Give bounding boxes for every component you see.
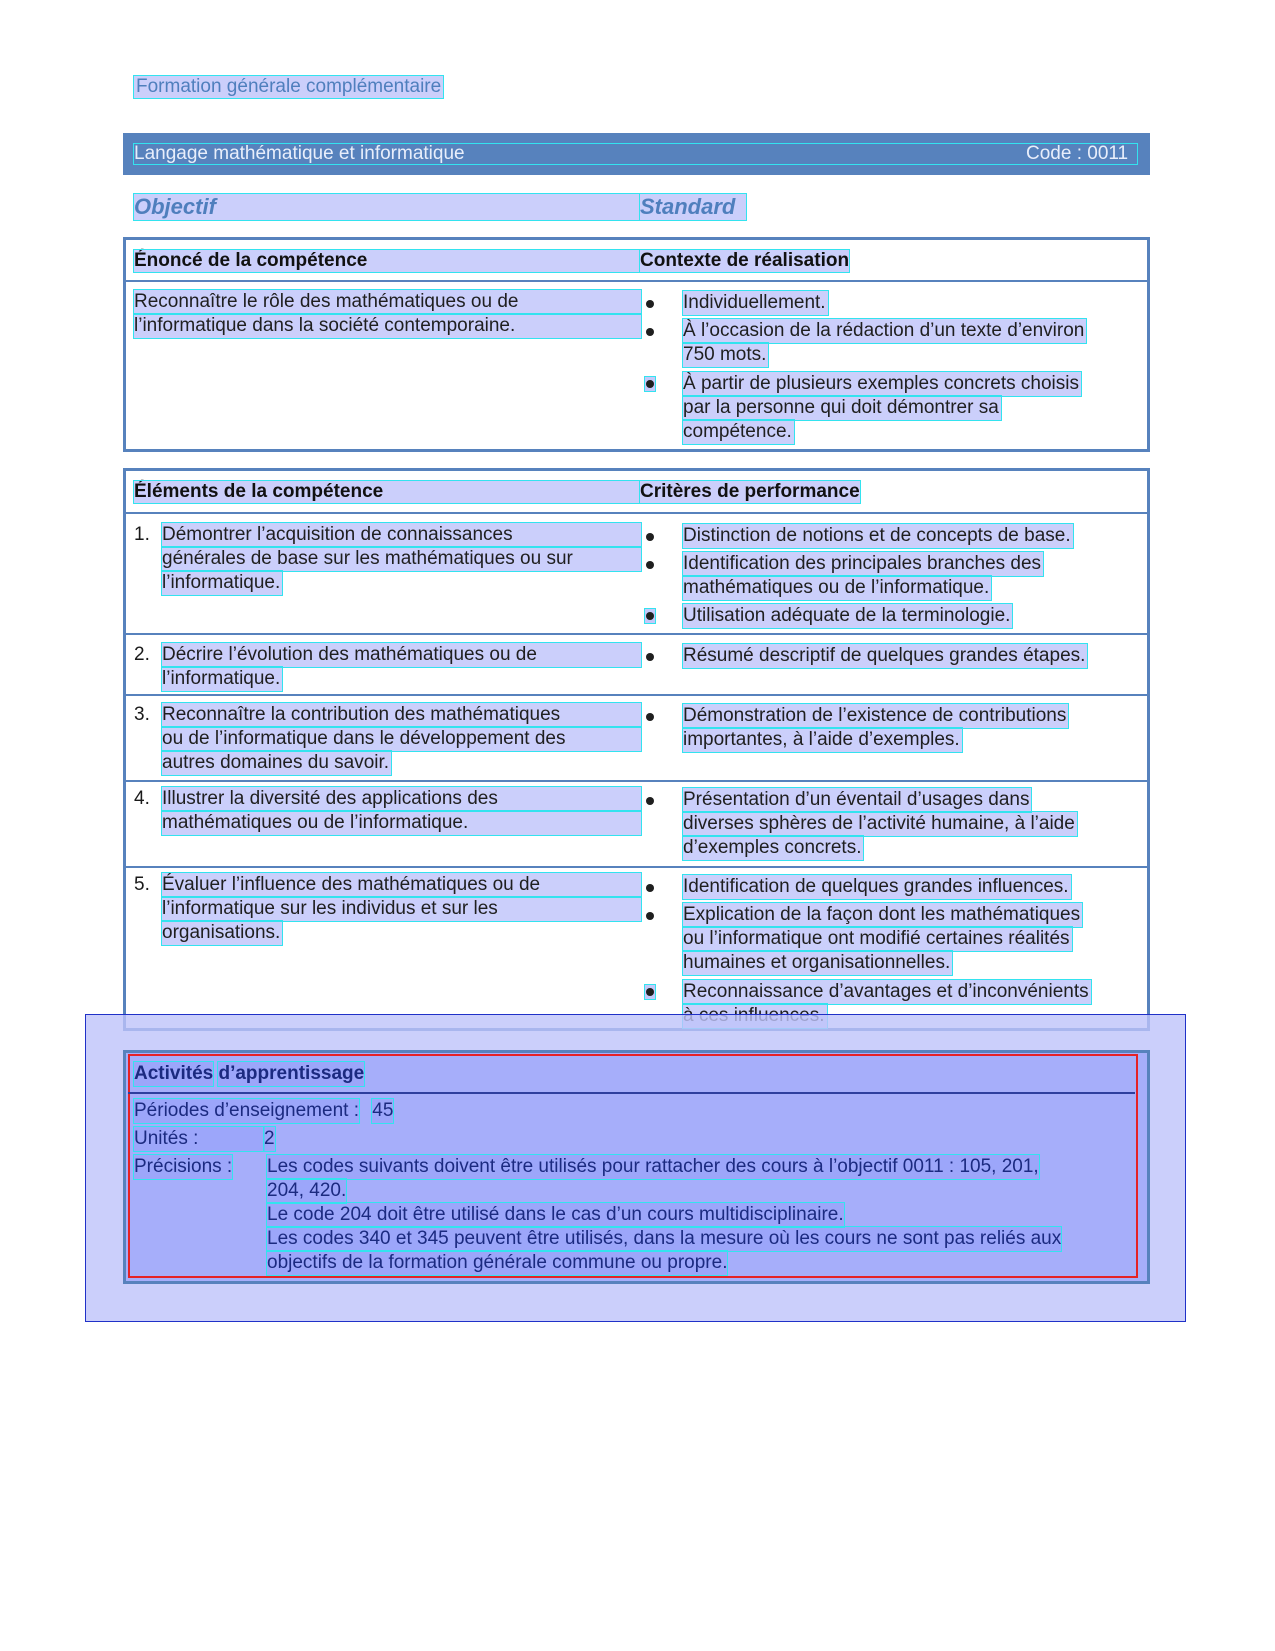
element-text <box>162 787 641 835</box>
element-number: 1. <box>134 524 150 545</box>
context-item <box>683 372 1081 444</box>
bullet-icon <box>645 377 655 391</box>
context-line: À partir de plusieurs exemples concrets choisis <box>683 373 1080 394</box>
precision-line: Le code 204 doit être utilisé dans le cas d’un cours multidisciplinaire. <box>267 1204 844 1225</box>
competence-statement <box>134 290 641 338</box>
element-line: Illustrer la diversité des applications des <box>162 787 641 811</box>
bullet-icon <box>646 300 654 308</box>
precision-line: Les codes suivants doivent être utilisés pour rattacher des cours à l’objectif 0011 : 105, 201, <box>267 1156 1039 1177</box>
context-header: Contexte de réalisation <box>640 250 850 271</box>
activities-header-rule <box>128 1092 1135 1094</box>
criterion-line: ou l’informatique ont modifié certaines réalités <box>683 928 1070 949</box>
element-text <box>162 703 641 775</box>
criterion-item <box>683 903 1082 975</box>
periods-value: 45 <box>372 1100 394 1121</box>
element-line: organisations. <box>162 922 281 943</box>
criterion-line: Présentation d’un éventail d’usages dans <box>683 789 1030 810</box>
elements-header-rule <box>126 512 1147 514</box>
criterion-line: Utilisation adéquate de la terminologie. <box>683 605 1011 626</box>
bullet-icon <box>645 985 655 999</box>
element-line: l’informatique sur les individus et sur les <box>162 897 641 921</box>
element-text <box>162 523 641 595</box>
criterion-line: d’exemples concrets. <box>683 837 862 858</box>
criterion-item <box>683 644 1087 668</box>
periods-row <box>134 1099 393 1123</box>
criterion-item <box>683 604 1012 628</box>
context-line: Individuellement. <box>683 292 826 313</box>
row-divider <box>126 780 1147 782</box>
document-title: Formation générale complémentaire <box>136 76 442 97</box>
bullet-icon <box>646 713 654 721</box>
element-line: Décrire l’évolution des mathématiques ou de <box>162 643 641 667</box>
criterion-line: mathématiques ou de l’informatique. <box>683 577 990 598</box>
criterion-item <box>683 788 1077 860</box>
precision-line: Les codes 340 et 345 peuvent être utilisés, dans la mesure où les cours ne sont pas reliés aux <box>267 1228 1062 1249</box>
activities-header-word: d’apprentissage <box>218 1063 365 1084</box>
element-text <box>162 873 641 945</box>
element-line: mathématiques ou de l’informatique. <box>162 811 641 835</box>
criterion-line: Explication de la façon dont les mathématiques <box>683 904 1081 925</box>
row-divider <box>126 694 1147 696</box>
criterion-item <box>683 552 1043 600</box>
activities-header-word: Activités <box>134 1063 214 1084</box>
row-divider <box>126 866 1147 868</box>
element-line: Évaluer l’influence des mathématiques ou de <box>162 873 641 897</box>
element-line: générales de base sur les mathématiques ou sur <box>162 547 641 571</box>
competence-statement-header: Énoncé de la compétence <box>134 250 639 272</box>
precision-line: 204, 420. <box>267 1180 347 1201</box>
criterion-line: Identification de quelques grandes influences. <box>683 876 1069 897</box>
standard-heading: Standard <box>640 194 746 220</box>
element-line: l’informatique. <box>162 668 281 689</box>
context-item <box>683 291 828 315</box>
bullet-icon <box>646 797 654 805</box>
element-text <box>162 643 641 691</box>
element-number: 5. <box>134 874 150 895</box>
activities-header <box>134 1062 364 1086</box>
element-number: 2. <box>134 644 150 665</box>
course-code: Code : 0011 <box>1026 143 1129 164</box>
criterion-line: Distinction de notions et de concepts de base. <box>683 525 1071 546</box>
bullet-icon <box>646 533 654 541</box>
precisions-label-text: Précisions : <box>134 1156 233 1177</box>
bullet-icon <box>646 328 654 336</box>
context-line: par la personne qui doit démontrer sa <box>683 397 999 418</box>
criterion-line: diverses sphères de l’activité humaine, à l’aide <box>683 813 1075 834</box>
element-line: Démontrer l’acquisition de connaissances <box>162 523 641 547</box>
element-line: l’informatique. <box>162 572 281 593</box>
criteria-header: Critères de performance <box>640 481 860 502</box>
element-line: Reconnaître la contribution des mathématiques <box>162 703 641 727</box>
criterion-item <box>683 524 1073 548</box>
bullet-icon <box>646 884 654 892</box>
row-divider <box>126 633 1147 635</box>
criterion-line: Identification des principales branches des <box>683 553 1042 574</box>
bullet-icon <box>646 912 654 920</box>
context-line: compétence. <box>683 421 792 442</box>
criterion-line: importantes, à l’aide d’exemples. <box>683 729 960 750</box>
criterion-item <box>683 704 1068 752</box>
context-line: À l’occasion de la rédaction d’un texte d’environ <box>683 320 1085 341</box>
statement-line: l’informatique dans la société contemporaine. <box>134 314 641 338</box>
precision-line: objectifs de la formation générale commune ou propre. <box>267 1252 728 1273</box>
elements-header: Éléments de la compétence <box>134 481 639 503</box>
criterion-line: Reconnaissance d’avantages et d’inconvénients <box>683 981 1089 1002</box>
element-number: 3. <box>134 704 150 725</box>
precisions-text <box>267 1155 1132 1275</box>
criterion-line: humaines et organisationnelles. <box>683 952 951 973</box>
units-value: 2 <box>264 1128 275 1149</box>
criterion-item <box>683 875 1071 899</box>
precisions-label <box>134 1155 232 1179</box>
element-line: ou de l’informatique dans le développement des <box>162 727 641 751</box>
element-number: 4. <box>134 788 150 809</box>
objective-heading: Objectif <box>134 194 639 220</box>
statement-line: Reconnaître le rôle des mathématiques ou de <box>134 290 641 314</box>
element-line: autres domaines du savoir. <box>162 752 390 773</box>
criterion-line: Résumé descriptif de quelques grandes étapes. <box>683 645 1086 666</box>
course-name: Langage mathématique et informatique <box>134 144 1137 164</box>
units-label: Unités : <box>134 1127 264 1151</box>
context-item <box>683 319 1086 367</box>
units-row <box>134 1127 275 1151</box>
periods-label: Périodes d’enseignement : <box>134 1100 359 1121</box>
context-line: 750 mots. <box>683 344 767 365</box>
criterion-line: Démonstration de l’existence de contributions <box>683 705 1067 726</box>
bullet-icon <box>645 609 655 623</box>
bullet-icon <box>646 653 654 661</box>
bullet-icon <box>646 561 654 569</box>
competence-header-rule <box>126 280 1147 282</box>
